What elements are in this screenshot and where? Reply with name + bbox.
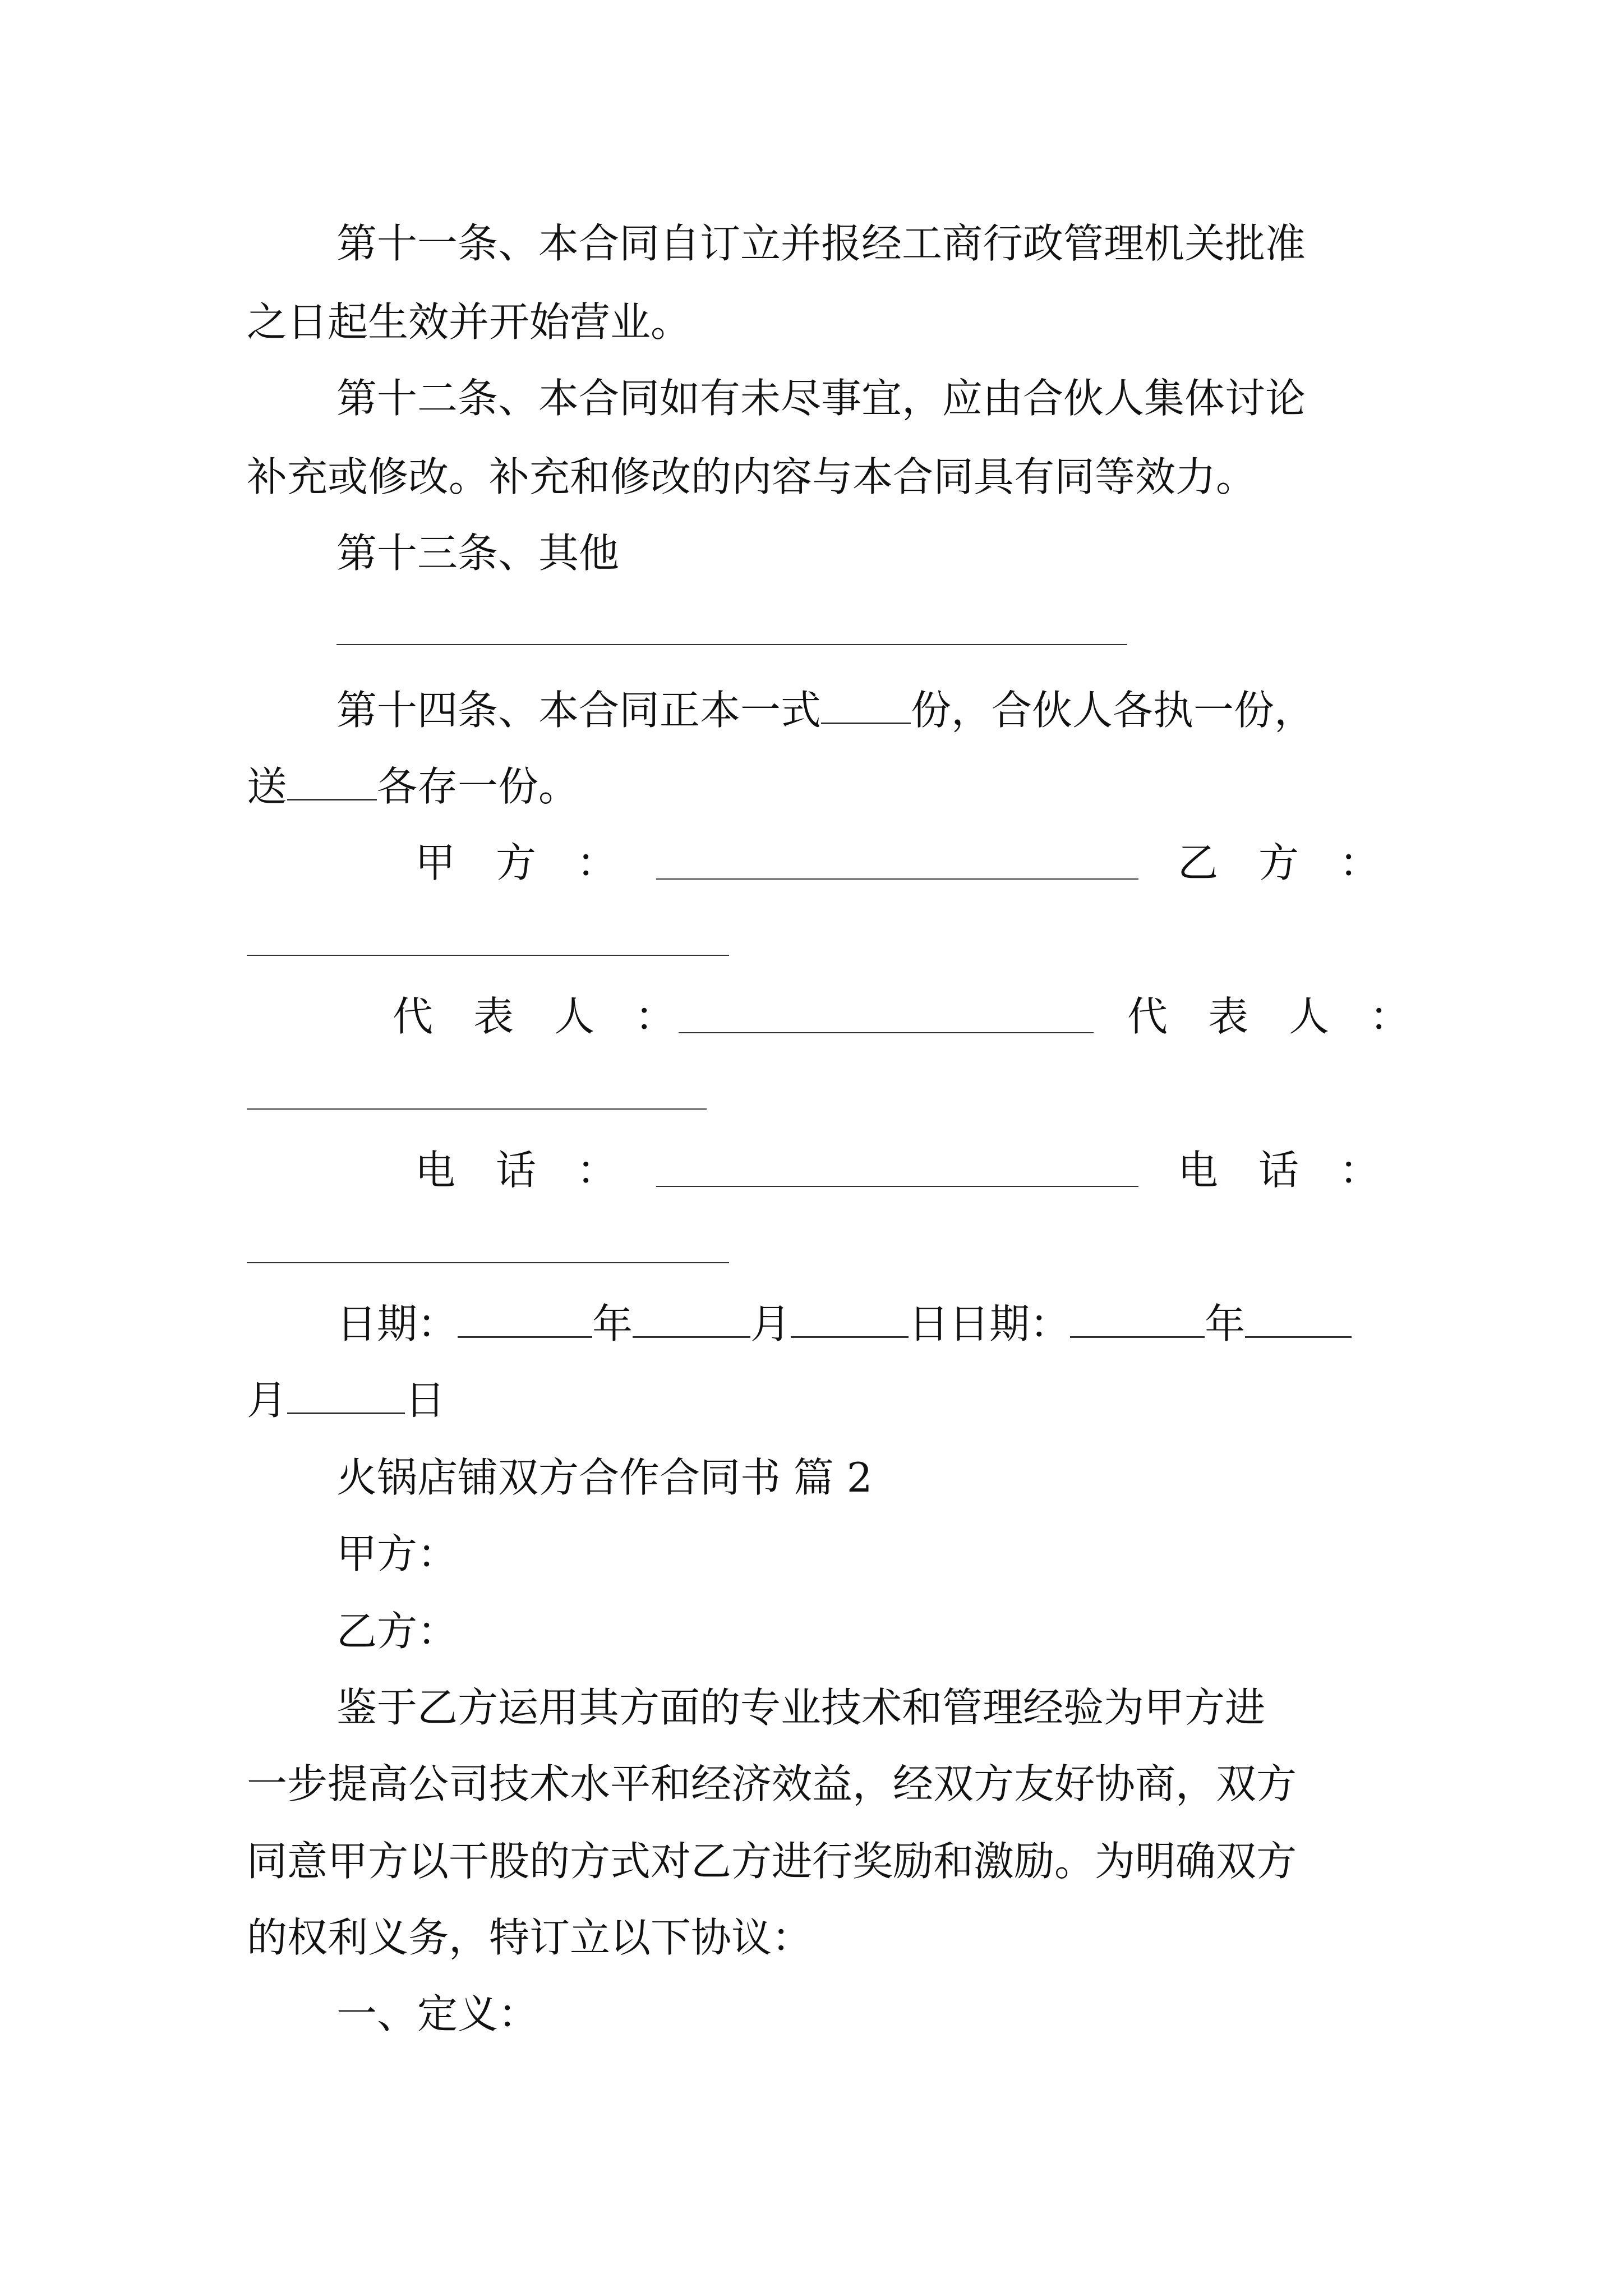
date-b-label: 日期： [949,1300,1071,1347]
date-b-month-blank-start [1245,1332,1352,1338]
article-14-text-c: 送 [247,763,288,810]
article-14-text-a: 第十四条、本合同正本一式 [336,687,822,734]
article-14-text-b: 份，合伙人各执一份， [911,687,1315,734]
rep-a-label: 代 表 人 ： [393,993,676,1040]
paragraph-line-1: 鉴于乙方运用其方面的专业技术和管理经验为甲方进 [336,1684,1266,1731]
party-b-label: 乙 方 ： [1178,839,1380,886]
article-11-line-1: 第十一条、本合同自订立并报经工商行政管理机关批准 [336,220,1306,267]
date-line-2 [247,1372,445,1428]
article-11-line-2: 之日起生效并开始营业。 [247,298,691,346]
date-a-year-blank [458,1332,592,1338]
date-a-day: 日 [909,1300,949,1347]
article-14-text-d: 各存一份。 [377,763,579,810]
blank-line-other [336,644,1127,645]
date-a-month-blank [633,1332,750,1338]
copies-blank [821,718,911,724]
date-b-year: 年 [1205,1300,1246,1347]
party-jia: 甲方： [336,1530,458,1577]
article-14-line-1 [336,682,1315,738]
party-a-label: 甲 方 ： [415,839,617,886]
article-14-line-2 [247,758,579,815]
date-b-month: 月 [247,1377,288,1424]
date-b-year-blank [1070,1332,1205,1338]
section-2-title: 火锅店铺双方合作合同书 篇 2 [336,1454,873,1501]
date-line-1 [336,1296,1352,1352]
date-a-day-blank [791,1332,909,1338]
paragraph-line-3: 同意甲方以干股的方式对乙方进行奖励和激励。为明确双方 [247,1838,1297,1885]
rep-b-label: 代 表 人 ： [1127,993,1410,1040]
tel-a-blank [656,1186,1138,1187]
tel-b-blank [247,1262,729,1263]
rep-a-blank [679,1032,1094,1033]
article-12-line-2: 补充或修改。补充和修改的内容与本合同具有同等效力。 [247,453,1257,500]
tel-a-label: 电 话 ： [415,1147,617,1194]
date-b-day: 日 [405,1377,446,1424]
tel-b-label: 电 话 ： [1178,1147,1380,1194]
paragraph-line-4: 的权利义务，特订立以下协议： [247,1914,813,1961]
definition-heading: 一、定义： [336,1990,539,2037]
party-b-blank [247,955,729,956]
paragraph-line-2: 一步提高公司技术水平和经济效益，经双方友好协商，双方 [247,1760,1297,1807]
date-a-label: 日期： [336,1300,458,1347]
party-yi: 乙方： [336,1608,458,1655]
article-12-line-1: 第十二条、本合同如有未尽事宜，应由合伙人集体讨论 [336,375,1306,422]
article-13: 第十三条、其他 [336,530,620,577]
party-a-blank [656,878,1138,880]
send-to-blank [287,794,377,800]
rep-b-blank [247,1108,707,1110]
date-a-month: 月 [750,1300,791,1347]
date-a-year: 年 [592,1300,633,1347]
date-b-day-blank [287,1408,405,1414]
